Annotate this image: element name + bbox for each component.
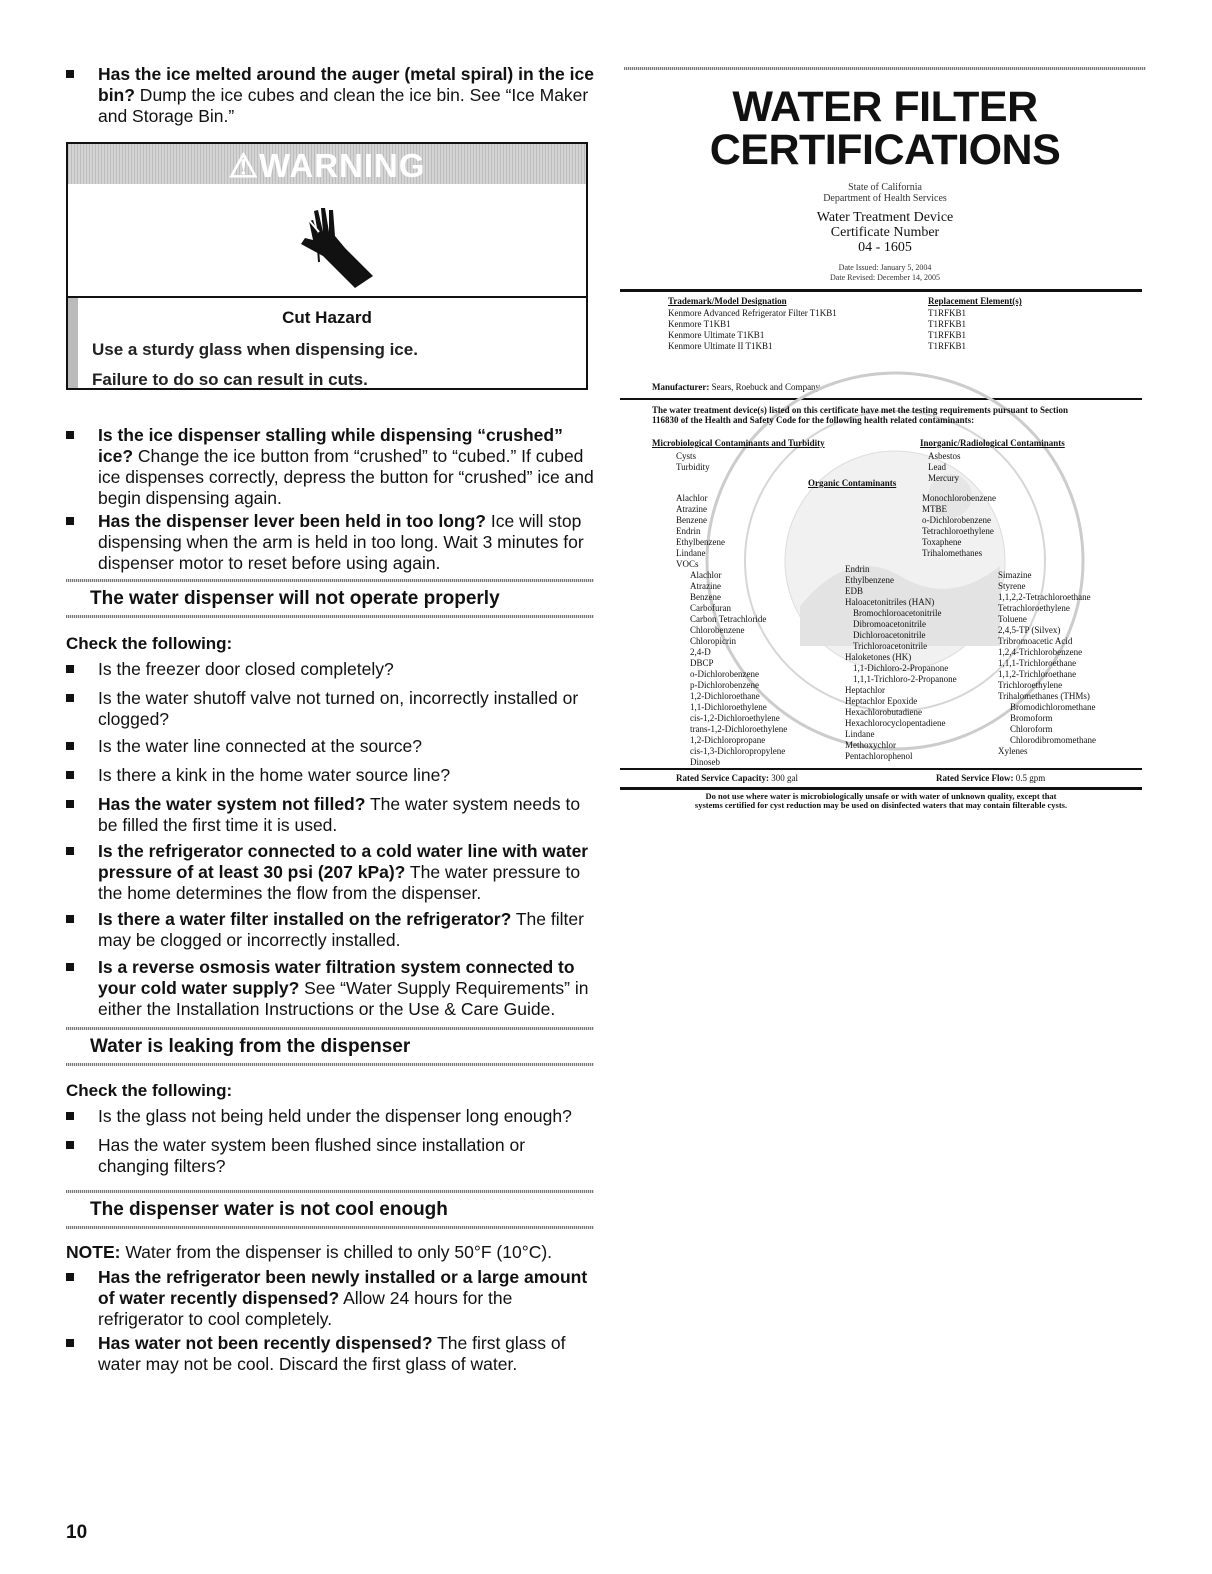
micro-header: Microbiological Contaminants and Turbidity [652,438,825,448]
micro-list: Cysts Turbidity [676,451,710,472]
elements-list: T1RFKB1 T1RFKB1 T1RFKB1 T1RFKB1 [928,308,967,351]
list-item: Is the freezer door closed completely? [66,659,596,680]
list-item: Has the water system been flushed since installation or changing filters? [66,1135,596,1177]
list-item: Is the water line connected at the source? [66,736,596,757]
divider [620,289,1142,292]
divider [66,1027,594,1030]
bullet [66,665,74,673]
statement: The water treatment device(s) listed on this certificate have met the testing requirements pursuant to Section 116830 of the Health and Safety Code for the following health related contaminants: [652,405,1069,425]
divider [620,768,1142,770]
voc-list: Endrin Ethylbenzene EDB Haloacetonitriles (HAN) Bromochloroacetonitrile Dibromoacetonitrile Dichloroacetonitrile Trichloroacetonitrile Haloketones (HK) 1,1-Dichloro-2-Propanone 1,1,1-Trichloro-2-Propanone Heptachlor Heptachlor Epoxide Hexachlorobutadiene Hexachlorocyclopentadiene Lindane Methoxychlor Pentachlorophenol [845,564,957,761]
bullet [66,70,74,78]
bullet [66,771,74,779]
organic-header: Organic Contaminants [808,478,897,488]
bullet [66,1141,74,1149]
warning-divider [68,296,586,298]
divider [66,1226,594,1229]
inorganic-header: Inorganic/Radiological Contaminants [920,438,1065,448]
divider [66,1063,594,1066]
bullet [66,847,74,855]
list-item: Is there a kink in the home water source line? [66,765,596,786]
list-item: Is there a water filter installed on the refrigerator? The filter may be clogged or incorrectly installed. [66,909,596,951]
divider [620,787,1142,790]
list-item: Is the glass not being held under the dispenser long enough? [66,1106,596,1127]
bullet [66,963,74,971]
bullet [66,800,74,808]
section-heading: The water dispenser will not operate properly [66,579,594,619]
models-list: Kenmore Advanced Refrigerator Filter T1KB1 Kenmore T1KB1 Kenmore Ultimate T1KB1 Kenmore Ultimate II T1KB1 [668,308,837,351]
replacement-header: Replacement Element(s) [928,296,1022,306]
organic-list: Monochlorobenzene MTBE o-Dichlorobenzene Tetrachloroethylene Toxaphene Trihalomethanes [922,493,996,558]
list-item: Has the refrigerator been newly installed or a large amount of water recently dispensed? Allow 24 hours for the refrigerator to cool completely. [66,1267,596,1330]
list-item: Is a reverse osmosis water filtration system connected to your cold water supply? See “Water Supply Requirements” in either the Installation Instructions or the Use & Care Guide. [66,957,596,1020]
divider [66,615,594,618]
bullet [66,431,74,439]
issuer: State of California Department of Health Services [823,182,947,204]
note: NOTE: Water from the dispenser is chilled to only 50°F (10°C). [66,1242,553,1262]
section-heading: The dispenser water is not cool enough [66,1190,594,1230]
warning-line: Use a sturdy glass when dispensing ice. [92,340,418,359]
warning-title: ⚠WARNING [228,147,426,184]
cut-hand-icon [293,196,373,288]
bullet [66,694,74,702]
list-item: Has water not been recently dispensed? The first glass of water may not be cool. Discard the first glass of water. [66,1333,596,1375]
list-item: Has the water system not filled? The water system needs to be filled the first time it is used. [66,794,596,836]
check-label: Check the following: [66,1081,233,1100]
voc-list: Alachlor Atrazine Benzene Carbofuran Carbon Tetrachloride Chlorobenzene Chloropicrin 2,4-D DBCP o-Dichlorobenzene p-Dichlorobenzene 1,2-Dichloroethane 1,1-Dichloroethylene cis-1,2-Dichloroethylene trans-1,2-Dichloroethylene 1,2-Dichloropropane cis-1,3-Dichloropropylene Dinoseb [690,570,788,767]
certificate-info: Water Treatment Device Certificate Number 04 - 1605 [816,210,954,255]
divider [624,67,1146,70]
voc-list: Simazine Styrene 1,1,2,2-Tetrachloroethane Tetrachloroethylene Toluene 2,4,5-TP (Silvex) Tribromoacetic Acid 1,2,4-Trichlorobenzene 1,1,1-Trichloroethane 1,1,2-Trichloroethane Trichloroethylene Trihalomethanes (THMs) Bromodichloromethane Bromoform Chloroform Chlorodibromomethane Xylenes [998,570,1096,756]
models-header: Trademark/Model Designation [668,296,787,306]
manufacturer: Manufacturer: Sears, Roebuck and Company [652,382,821,392]
hazard-title: Cut Hazard [282,308,372,327]
divider [66,1190,594,1193]
capacity: Rated Service Capacity: 300 gal [676,773,798,783]
bullet [66,1112,74,1120]
bullet [66,915,74,923]
check-label: Check the following: [66,634,233,653]
list-item: Has the dispenser lever been held in too long? Ice will stop dispensing when the arm is held in too long. Wait 3 minutes for dispenser motor to reset before using again. [66,511,596,574]
bullet [66,742,74,750]
section-heading: Water is leaking from the dispenser [66,1027,594,1067]
list-item: Is the water shutoff valve not turned on, incorrectly installed or clogged? [66,688,596,730]
warning-header [68,144,586,184]
bullet [66,1339,74,1347]
page-title: WATER FILTER [732,83,1038,131]
bullet [66,1273,74,1281]
page-number: 10 [66,1522,88,1543]
page-title: CERTIFICATIONS [709,126,1061,174]
inorganic-list: Asbestos Lead Mercury [928,451,961,483]
bullet [66,517,74,525]
warning-box [66,142,588,390]
list-item: Has the ice melted around the auger (metal spiral) in the ice bin? Dump the ice cubes and clean the ice bin. See “Ice Maker and Storage Bin.” [66,64,596,127]
dates: Date Issued: January 5, 2004 Date Revised: December 14, 2005 [830,263,940,282]
footer-note: Do not use where water is microbiologically unsafe or with water of unknown quality, except that systems certified for cyst reduction may be used on disinfected waters that may contain filterable cysts. [694,791,1068,810]
list-item: Is the ice dispenser stalling while dispensing “crushed” ice? Change the ice button from “crushed” to “cubed.” If cubed ice dispenses correctly, depress the button for “crushed” ice and begin dispensing again. [66,425,596,509]
divider [66,579,594,582]
list-item: Is the refrigerator connected to a cold water line with water pressure of at least 30 psi (207 kPa)? The water pressure to the home determines the flow from the dispenser. [66,841,596,904]
flow: Rated Service Flow: 0.5 gpm [936,773,1046,783]
warning-line: Failure to do so can result in cuts. [92,370,368,389]
organic-list: Alachlor Atrazine Benzene Endrin Ethylbenzene Lindane VOCs [676,493,725,569]
